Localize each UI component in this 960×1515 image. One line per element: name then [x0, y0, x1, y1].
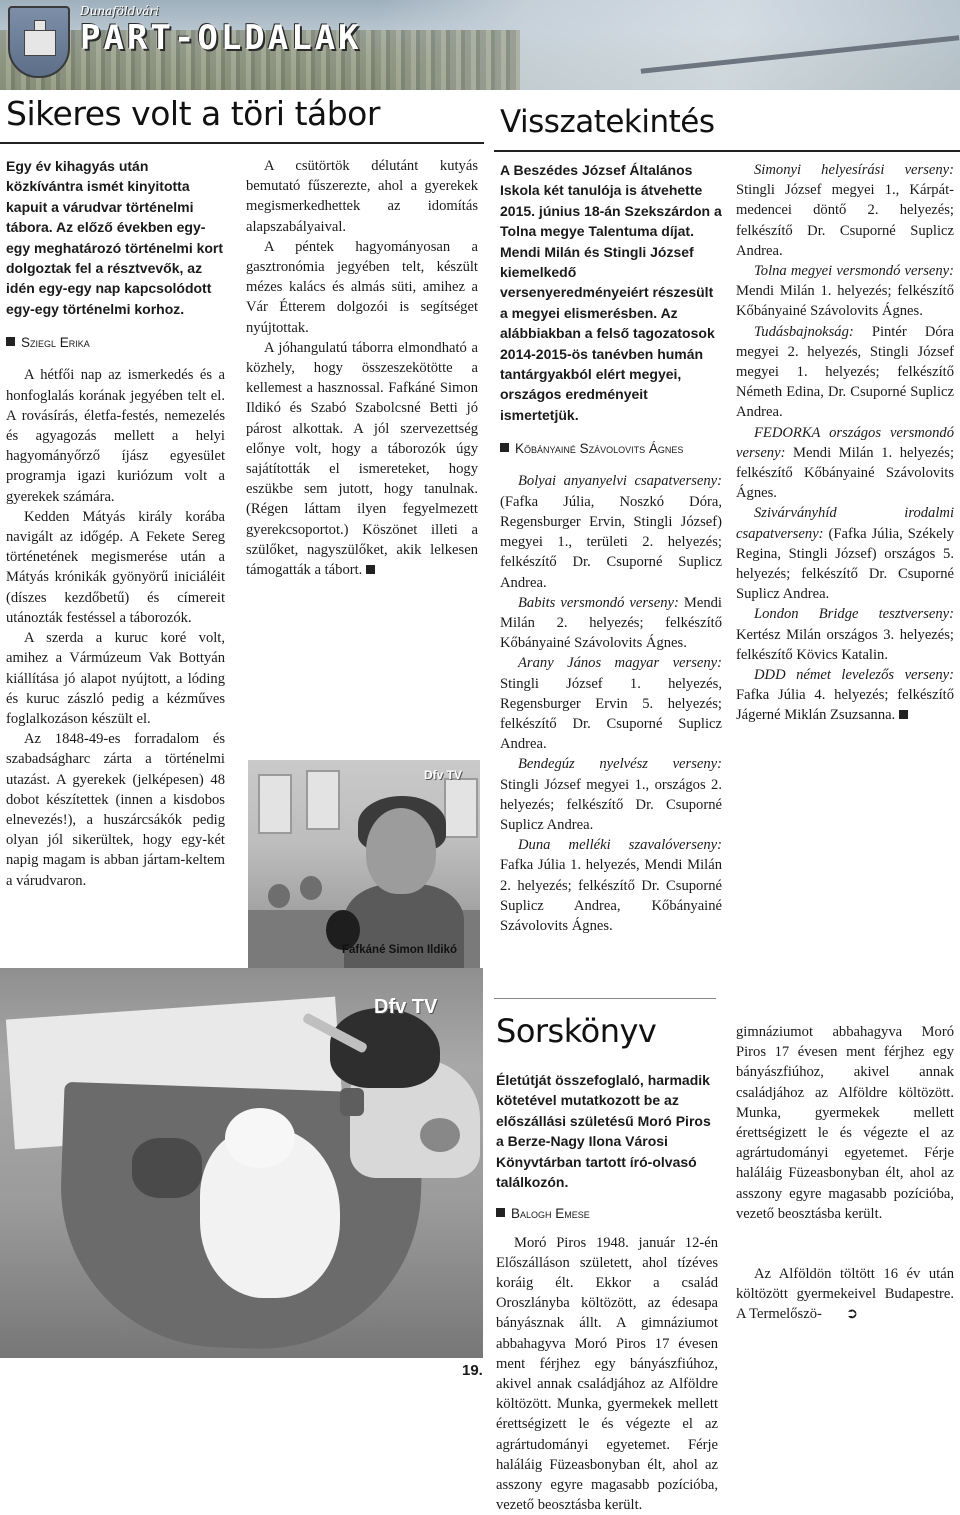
article1-paragraph: A hétfői nap az ismerkedés és a honfoglalás korának jegyében telt el. A rovásírás, életfa-festés, nemezelés és agyagozás mellett a helyi hagyományőrző íjász egyesület programja igazi kuriózum volt a gyerekek számára.: [6, 367, 225, 505]
contest-result: Fafka Júlia 4. helyezés; felkészítő Jágerné Miklán Zsuzsanna.: [736, 687, 954, 724]
article2-column-1: [500, 160, 722, 936]
contest-item: [736, 261, 954, 322]
contest-result: Fafka Júlia 1. helyezés, Mendi Milán 2. helyezés; felkészítő Dr. Csuporné Suplicz Andrea, Kőbányainé Szávolovits Ágnes.: [500, 857, 722, 934]
article1-byline: [6, 333, 225, 353]
article1-paragraph: [246, 338, 478, 580]
article3-paragraph-text: Az Alföldön töltött 16 év után költözött gyermekeivel Budapestre. A Termelőszö-: [736, 1266, 954, 1323]
contest-name: DDD német levelezős verseny:: [754, 667, 954, 684]
contest-result: Stingli József megyei 1., országos 2. helyezés; felkészítő Dr. Csuporné Suplicz Andrea.: [500, 776, 722, 833]
article3-title: Sorskönyv: [496, 1012, 657, 1050]
photo-paint-pot: [420, 1118, 460, 1152]
page-number: 19.: [462, 1362, 483, 1379]
byline-square-icon: [6, 337, 15, 346]
contest-result: Mendi Milán 2. helyezés; felkészítő Kőbányainé Szávolovits Ágnes.: [500, 594, 722, 652]
contest-name: London Bridge tesztverseny:: [754, 606, 954, 623]
contest-item: [500, 754, 722, 835]
article1-column-1: [6, 156, 225, 891]
contest-item: [500, 835, 722, 936]
contest-name: Babits versmondó verseny:: [518, 594, 679, 611]
article2-rule: [494, 150, 960, 152]
article3-paragraph-text: gimnáziumot abbahagyva Moró Piros 17 évesen ment férjhez egy bányászfiúhoz, akivel annak családjához az Alföldre költözött. Munka, gyermekek mellett érettségizett le és végezte el az agrártudományi egyetemet. Férje haláláig Füzeasbonyban élt, ahol az asszony egyre magasabb pozícióba, vezető beosztásba került.: [736, 1024, 954, 1222]
contest-result: Kertész Milán országos 3. helyezés; felkészítő Kövics Katalin.: [736, 626, 954, 663]
photo-person-body: [344, 884, 464, 974]
masthead-title: PART-OLDALAK: [80, 18, 362, 58]
contest-name: Szivárványhíd irodalmi csapatverseny:: [736, 505, 954, 542]
article3-top-rule: [494, 998, 716, 999]
contest-name: Bendegúz nyelvész verseny:: [518, 756, 722, 773]
article2-byline: [500, 439, 722, 459]
contest-result: Mendi Milán 1. helyezés; felkészítő Kőbányainé Szávolovits Ágnes.: [736, 283, 954, 320]
article2-lead: A Beszédes József Általános Iskola két tanulója is átvehette 2015. június 18-án Szekszárdon a Tolna megye Talentuma díjat. Mendi Milán és Stingli József kiemelkedő versenyeredményeiért részesült a megyei elismerésben. Az alábbiakban a felső tagozatosok 2014-2015-ös tanévben humán tantárgyakból elért megyei, országos eredményeit ismertetjük.: [500, 162, 722, 423]
town-crest-icon: [8, 6, 70, 78]
contest-result: Stingli József megyei 1., Kárpát-medencei döntő 2. helyezés; felkészítő Dr. Csuporné Suplicz Andrea.: [736, 182, 954, 259]
article3-column-1: [496, 1070, 718, 1514]
photo-person-face: [366, 808, 436, 894]
article1-paragraph: A szerda a kuruc koré volt, amihez a Vármúzeum Vak Bottyán kiállítása jó alapot nyújtott, a lóding és kuruc zászló pedig a kézműves foglalkozáson készült el.: [6, 630, 225, 727]
contest-name: FEDORKA országos versmondó verseny:: [736, 424, 954, 461]
contest-item: [736, 604, 954, 665]
contest-name: Duna melléki szavalóverseny:: [518, 837, 722, 854]
article1-rule: [0, 142, 484, 144]
end-square-icon: [899, 710, 908, 719]
end-square-icon: [366, 565, 375, 574]
article2-author: Kőbányainé Szávolovits Ágnes: [515, 441, 684, 457]
contest-item: [736, 423, 954, 504]
contest-result: Mendi Milán 1. helyezés; felkészítő Kőbányainé Szávolovits Ágnes.: [736, 444, 954, 502]
masthead-banner: [0, 0, 960, 90]
article1-paragraph-text: A jóhangulatú táborra elmondható a közhely, hogy összeszekötötte a kellemest a hasznossal. Fafkáné Simon Ildikó és Szabó Szabolcsné Betti jó párost alkottak. A jól szervezettség előnye volt, hogy a táborozók úgy sajátították el ismereteket, hogy eszükbe sem jutott, hogy tanulnak. (Régen láttam ilyen fegyelmezett gyerekcsoportot.) Köszönet illeti a szülőket, nagyszülőket, akik lelkesen támogatták a tábort.: [246, 339, 478, 579]
article1-lead: Egy év kihagyás után közkívántra ismét kinyitotta kapuit a várudvar történelmi tábora. Az előző években egy-egy meghatározó történelmi kort dolgoztak fel a résztvevők, az idén egy-egy nap kapcsolódott egy-egy történelmi korhoz.: [6, 158, 224, 317]
byline-square-icon: [496, 1208, 505, 1217]
photo-child: [268, 884, 290, 908]
article3-byline: [496, 1204, 718, 1224]
article3-author: Balogh Emese: [511, 1206, 590, 1222]
contest-name: Tudásbajnokság:: [754, 323, 854, 340]
continue-arrow-icon: ➲: [845, 1305, 859, 1323]
article1-paragraph: Az 1848-49-es forradalom és szabadságharc zárta a történelmi utazást. A gyerekek (jelképesen) 48 dobot készítettek (innen a kisdobos elnevezés!), a huszárcsákók pedig olyan jól sikerültek, hogy egy-két napig magam is abban jártam-keltem a várudvaron.: [6, 731, 225, 889]
contest-name: Bolyai anyanyelvi csapatverseny:: [518, 473, 722, 490]
contest-item: [500, 653, 722, 754]
photo-caption: Fafkáné Simon Ildikó: [342, 944, 458, 956]
photo-window: [306, 770, 340, 830]
interview-photo: [248, 760, 480, 970]
masthead-supertitle: Dunaföldvári: [80, 4, 159, 18]
photo-lion-head: [225, 1108, 295, 1168]
contest-item: [736, 160, 954, 261]
contest-name: Arany János magyar verseny:: [518, 655, 722, 672]
article1-title: Sikeres volt a töri tábor: [6, 94, 380, 133]
contest-item: [500, 593, 722, 654]
photo-crown-shape: [132, 1138, 202, 1198]
byline-square-icon: [500, 443, 509, 452]
photo-girl-hair: [330, 1008, 440, 1088]
photo-watermark: Dfv TV: [424, 768, 463, 782]
article3-paragraph: Moró Piros 1948. január 12-én Előszálláson született, ahol tízéves koráig élt. Ekkor a család Oroszlányba költözött, az édesapa bányásznak állt. A gimnáziumot abbahagyva Moró Piros 17 évesen ment férjhez egy bányászfiúhoz, akivel annak családjához az Alföldre költözött. Munka, gyermekek mellett érettségizett le és végezte el az agrártudományi egyetemet. Férje haláláig Füzeasbonyban élt, ahol az asszony egyre magasabb pozícióba, vezető beosztásba került.: [496, 1234, 718, 1514]
article1-paragraph: A csütörtök délutánt kutyás bemutató fűszerezte, ahol a gyerekek megismerkedhettek az idomítás alapszabályaival.: [246, 158, 478, 235]
article3-paragraph: [736, 1264, 954, 1325]
contest-result: (Fafka Júlia, Noszkó Dóra, Regensburger Ervin, Stingli József) megyei 1., területi 2. helyezés; felkészítő Dr. Csuporné Suplicz Andrea.: [500, 493, 722, 591]
article1-paragraph: Kedden Mátyás király korába navigált az időgép. A Fekete Sereg történetének megismerése után a Mátyás krónikák gyönyörű iniciáléit (díszes kezdőbetű) és címereit utánozták festéssel a táborozók.: [6, 508, 225, 626]
contest-result: Stingli József 1. helyezés, Regensburger Ervin 5. helyezés; felkészítő Dr. Csuporné Suplicz Andrea.: [500, 675, 722, 753]
contest-result: (Fafka Júlia, Székely Regina, Stingli József) országos 5. helyezés; felkészítő Dr. Csuporné Suplicz Andrea.: [736, 525, 954, 603]
contest-item: [736, 665, 954, 726]
contest-item: [500, 471, 722, 592]
article1-author: Szıegl Erika: [21, 335, 90, 351]
contest-item: [736, 503, 954, 604]
photo-window: [258, 774, 292, 834]
contest-result: Pintér Dóra megyei 2. helyezés, Stingli József megyei 1. helyezés; felkészítő Németh Edina, Dr. Csuporné Suplicz Andrea.: [736, 323, 954, 421]
article3-lead: Életútját összefoglaló, harmadik kötetével mutatkozott be az előszállási születésű Moró Piros a Berze-Nagy Ilona Városi Könyvtárban tartott író-olvasó találkozón.: [496, 1072, 711, 1191]
article1-column-2: [246, 156, 478, 580]
contest-item: [736, 322, 954, 423]
photo-paint-jar: [340, 1088, 364, 1116]
contest-name: Simonyi helyesírási verseny:: [754, 162, 954, 178]
photo-child: [300, 876, 322, 900]
crest-castle: [24, 30, 56, 56]
photo-window: [444, 778, 478, 838]
article3-column-2: [736, 1022, 954, 1325]
photo-watermark: Dfv TV: [374, 996, 438, 1018]
article2-column-2: [736, 160, 954, 726]
article2-title: Visszatekintés: [500, 104, 715, 140]
article3-paragraph-continued: [736, 1022, 954, 1264]
painting-photo: [0, 968, 483, 1358]
article1-paragraph: A péntek hagyományosan a gasztronómia jegyében telt, készült mézes kalács és almás süti, amihez a Vár Étterem dolgozói is segítséget nyújtottak.: [246, 238, 478, 336]
contest-name: Tolna megyei versmondó verseny:: [754, 263, 954, 280]
